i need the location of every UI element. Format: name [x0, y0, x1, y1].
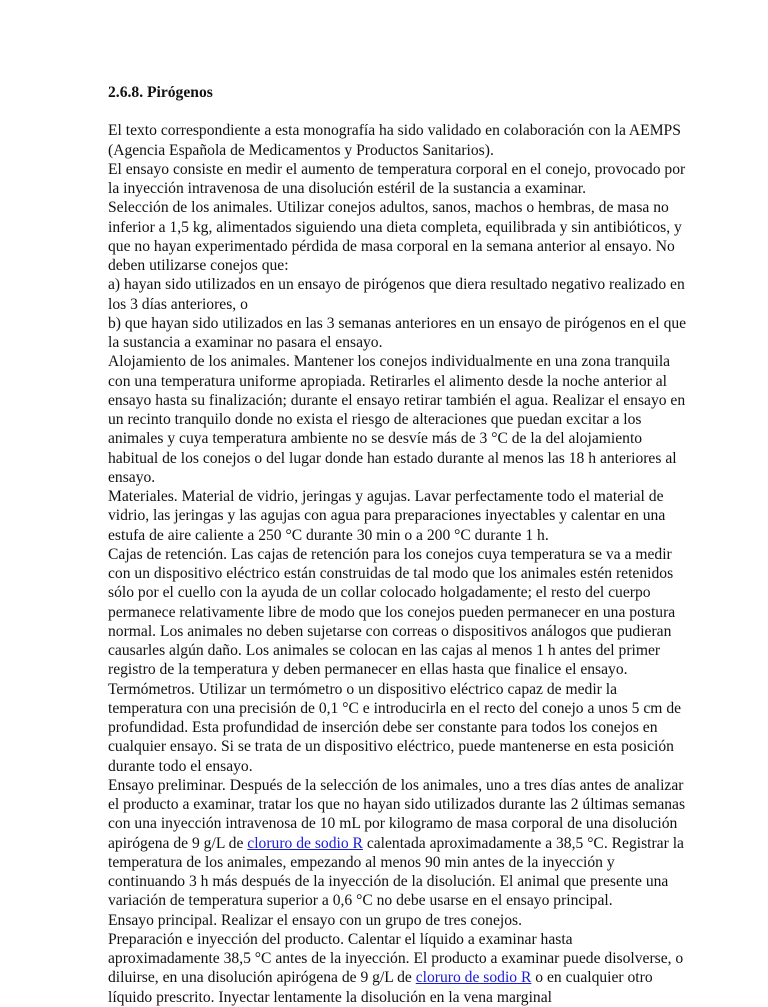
paragraph-animal-housing: Alojamiento de los animales. Mantener los conejos individualmente en una zona tranquila con una temperatura uniforme apropiada. Retirarles el alimento desde la noche anterior al ensayo hasta su finalización; durante el ensayo retirar también el agua. Realizar el ensayo en un recinto tranquilo donde no exista el riesgo de alteraciones que puedan excitar a los animales y cuya temperatura ambiente no se desvíe más de 3 °C de la del alojamiento habitual de los conejos o del lugar donde han estado durante al menos las 18 h anteriores al ensayo. [108, 353, 686, 486]
paragraph-animal-selection: Selección de los animales. Utilizar conejos adultos, sanos, machos o hembras, de masa no inferior a 1,5 kg, alimentados siguiendo una dieta completa, equilibrada y sin antibióticos, y que no hayan experimentado pérdida de masa corporal en la semana anterior al ensayo. No deben utilizarse conejos que: [108, 199, 682, 274]
document-page [108, 83, 688, 1007]
paragraph-product-preparation [108, 930, 688, 1007]
paragraph-text: Preparación e inyección del producto. Calentar el líquido a examinar hasta aproximadamente 38,5 °C antes de la inyección. El producto a examinar puede disolverse, o diluirse, en una disolución apirógena de 9 g/L de [108, 930, 684, 987]
paragraph-text: calentada aproximadamente a 38,5 °C. Registrar la temperatura de los animales, empezando al menos 90 min antes de la inyección y continuando 3 h más después de la inyección de la disolución. El animal que presente una variación de temperatura superior a 0,6 °C no debe usarse en el ensayo principal. [108, 834, 684, 910]
page-title: 2.6.8. Pirógenos [108, 84, 213, 101]
paragraph-test-description: El ensayo consiste en medir el aumento de temperatura corporal en el conejo, provocado por la inyección intravenosa de una disolución estéril de la sustancia a examinar. [108, 160, 686, 197]
paragraph-text: Ensayo preliminar. Después de la selección de los animales, uno a tres días antes de analizar el producto a examinar, tratar los que no hayan sido utilizados durante las 2 últimas semanas con una inyección intravenosa de 10 mL por kilogramo de masa corporal de una disolución apirógena de 9 g/L de [108, 776, 686, 852]
paragraph-validation-note: El texto correspondiente a esta monografía ha sido validado en colaboración con la AEMPS (Agencia Española de Medicamentos y Productos Sanitarios). [108, 122, 681, 159]
paragraph-main-test: Ensayo principal. Realizar el ensayo con un grupo de tres conejos. [108, 911, 522, 929]
paragraph-text: o en cualquier otro líquido prescrito. Inyectar lentamente la disolución en la vena marginal [108, 969, 653, 1006]
sodium-chloride-link[interactable]: cloruro de sodio R [247, 834, 363, 852]
paragraph-exclusion-b: b) que hayan sido utilizados en las 3 semanas anteriores en un ensayo de pirógenos en el que la sustancia a examinar no pasara el ensayo. [108, 314, 687, 351]
paragraph-exclusion-a: a) hayan sido utilizados en un ensayo de pirógenos que diera resultado negativo realizado en los 3 días anteriores, o [108, 276, 685, 313]
paragraph-materials: Materiales. Material de vidrio, jeringas y agujas. Lavar perfectamente todo el material de vidrio, las jeringas y las agujas con agua para preparaciones inyectables y calentar en una estufa de aire caliente a 250 °C durante 30 min o a 200 °C durante 1 h. [108, 488, 666, 544]
paragraph-preliminary-test [108, 776, 688, 911]
paragraph-thermometers: Termómetros. Utilizar un termómetro o un dispositivo eléctrico capaz de medir la temperatura con una precisión de 0,1 °C e introducirla en el recto del conejo a unos 5 cm de profundidad. Esta profundidad de inserción debe ser constante para todos los conejos en cualquier ensayo. Si se trata de un dispositivo eléctrico, puede mantenerse en esta posición durante todo el ensayo. [108, 680, 682, 775]
paragraph-retaining-boxes: Cajas de retención. Las cajas de retención para los conejos cuya temperatura se va a medir con un dispositivo eléctrico están construidas de tal modo que los animales estén retenidos sólo por el cuello con la ayuda de un collar colocado holgadamente; el resto del cuerpo permanece relativamente libre de modo que los conejos pueden permanecer en una postura normal. Los animales no deben sujetarse con correas o dispositivos análogos que pudieran causarles algún daño. Los animales se colocan en las cajas al menos 1 h antes del primer registro de la temperatura y deben permanecer en ellas hasta que finalice el ensayo. [108, 545, 676, 679]
sodium-chloride-link[interactable]: cloruro de sodio R [415, 969, 532, 987]
